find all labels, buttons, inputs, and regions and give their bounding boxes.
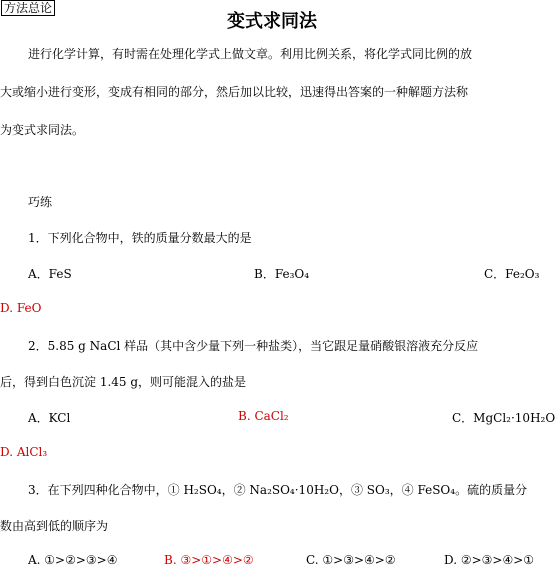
q2-option-b-answer: B. CaCl₂ [238,409,289,423]
q3-option-a: A. ①>②>③>④ [28,553,118,567]
q3-stem-line-2: 数由高到低的顺序为 [0,519,109,533]
q2-option-c: C．MgCl₂·10H₂O [452,411,555,425]
q2-stem-line-2: 后，得到白色沉淀 1.45 g，则可能混入的盐是 [0,375,247,389]
section-tag: 方法总论 [1,0,55,16]
q3-option-c: C. ①>③>④>② [306,553,396,567]
section-heading: 巧练 [28,195,53,209]
q2-option-a: A．KCl [28,411,71,425]
q3-option-b-answer: B. ③>①>④>② [164,553,254,567]
q1-option-c: C．Fe₂O₃ [484,267,540,281]
intro-line-1: 进行化学计算，有时需在处理化学式上做文章。利用比例关系，将化学式同比例的放 [28,47,473,61]
q2-option-d-answer: D. AlCl₃ [0,445,48,459]
q1-option-a: A．FeS [28,267,72,281]
page-title: 变式求同法 [227,11,317,32]
q3-stem-line-1: 3．在下列四种化合物中，① H₂SO₄，② Na₂SO₄·10H₂O，③ SO₃，④ FeSO₄。硫的质量分 [28,483,528,497]
intro-line-2: 大或缩小进行变形，变成有相同的部分，然后加以比较，迅速得出答案的一种解题方法称 [0,85,469,99]
q1-stem: 1．下列化合物中，铁的质量分数最大的是 [28,231,252,245]
q3-option-d: D. ②>③>④>① [444,553,535,567]
q1-option-d-answer: D. FeO [0,301,42,315]
q2-stem-line-1: 2．5.85 g NaCl 样品（其中含少量下列一种盐类），当它跟足量硝酸银溶液充分反应 [28,339,479,353]
q1-option-b: B．Fe₃O₄ [254,267,310,281]
intro-line-3: 为变式求同法。 [0,123,85,137]
